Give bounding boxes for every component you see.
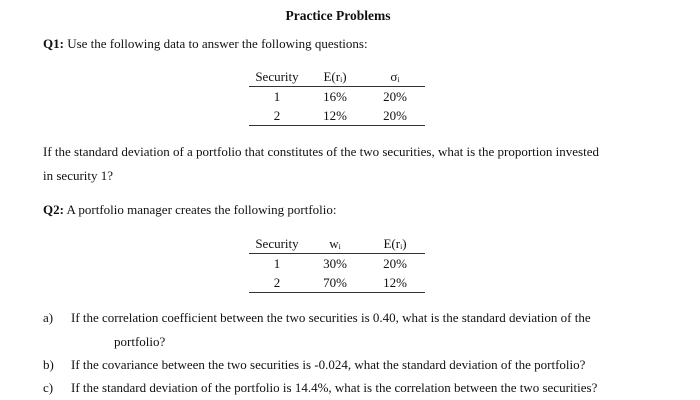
- sub-question-text: If the correlation coefficient between the two securities is 0.40, what is the standard deviation of the: [71, 310, 591, 325]
- sub-question-label: c): [43, 380, 54, 395]
- sub-question-label: b): [43, 357, 54, 372]
- question-2-label: Q2:: [43, 202, 64, 217]
- table-cell: 30%: [323, 255, 347, 271]
- sub-question-text: If the covariance between the two securities is -0.024, what the standard deviation of the portfolio?: [71, 357, 586, 372]
- table-header-security: Security: [249, 235, 305, 254]
- table-cell: 20%: [383, 88, 407, 104]
- sub-question-label: a): [43, 310, 54, 325]
- table-cell: 20%: [365, 106, 425, 126]
- security-returns-table: [249, 68, 425, 126]
- table-cell: 1: [273, 88, 281, 104]
- sub-question-text: If the standard deviation of the portfolio is 14.4%, what is the correlation between the two securities?: [71, 380, 598, 395]
- question-1-prompt: [43, 36, 368, 52]
- table-header-security: Security: [249, 68, 305, 87]
- table-cell: 16%: [323, 88, 347, 104]
- sub-question-b: [43, 357, 585, 373]
- question-2-text: A portfolio manager creates the following portfolio:: [63, 202, 337, 217]
- table-cell: 12%: [305, 106, 365, 126]
- question-1-paragraph-line-1: If the standard deviation of a portfolio that constitutes of the two securities, what is the proportion invested: [43, 144, 599, 159]
- portfolio-weights-table: [249, 235, 425, 293]
- table-cell: 12%: [365, 273, 425, 293]
- table-header-expected-return: E(rᵢ): [305, 68, 365, 87]
- table-cell: 20%: [383, 255, 407, 271]
- table-cell: 2: [249, 106, 305, 126]
- question-1-paragraph-line-2: in security 1?: [43, 168, 114, 183]
- table-header-std-dev: σᵢ: [365, 68, 425, 87]
- table-row: [249, 273, 425, 293]
- table-row: [249, 254, 425, 274]
- question-2-prompt: [43, 202, 337, 218]
- table-cell: 70%: [305, 273, 365, 293]
- table-header-weight: wᵢ: [305, 235, 365, 254]
- table-cell: 1: [273, 255, 281, 271]
- sub-question-a: [43, 310, 591, 349]
- sub-question-continuation: portfolio?: [114, 334, 166, 349]
- table-cell: 2: [249, 273, 305, 293]
- table-row: [249, 106, 425, 126]
- question-1-label: Q1:: [43, 36, 64, 51]
- table-row: [249, 87, 425, 107]
- table-header-expected-return: E(rᵢ): [365, 235, 425, 254]
- page-title: Practice Problems: [285, 8, 391, 23]
- question-1-text: Use the following data to answer the following questions:: [63, 36, 368, 51]
- sub-question-c: [43, 380, 597, 396]
